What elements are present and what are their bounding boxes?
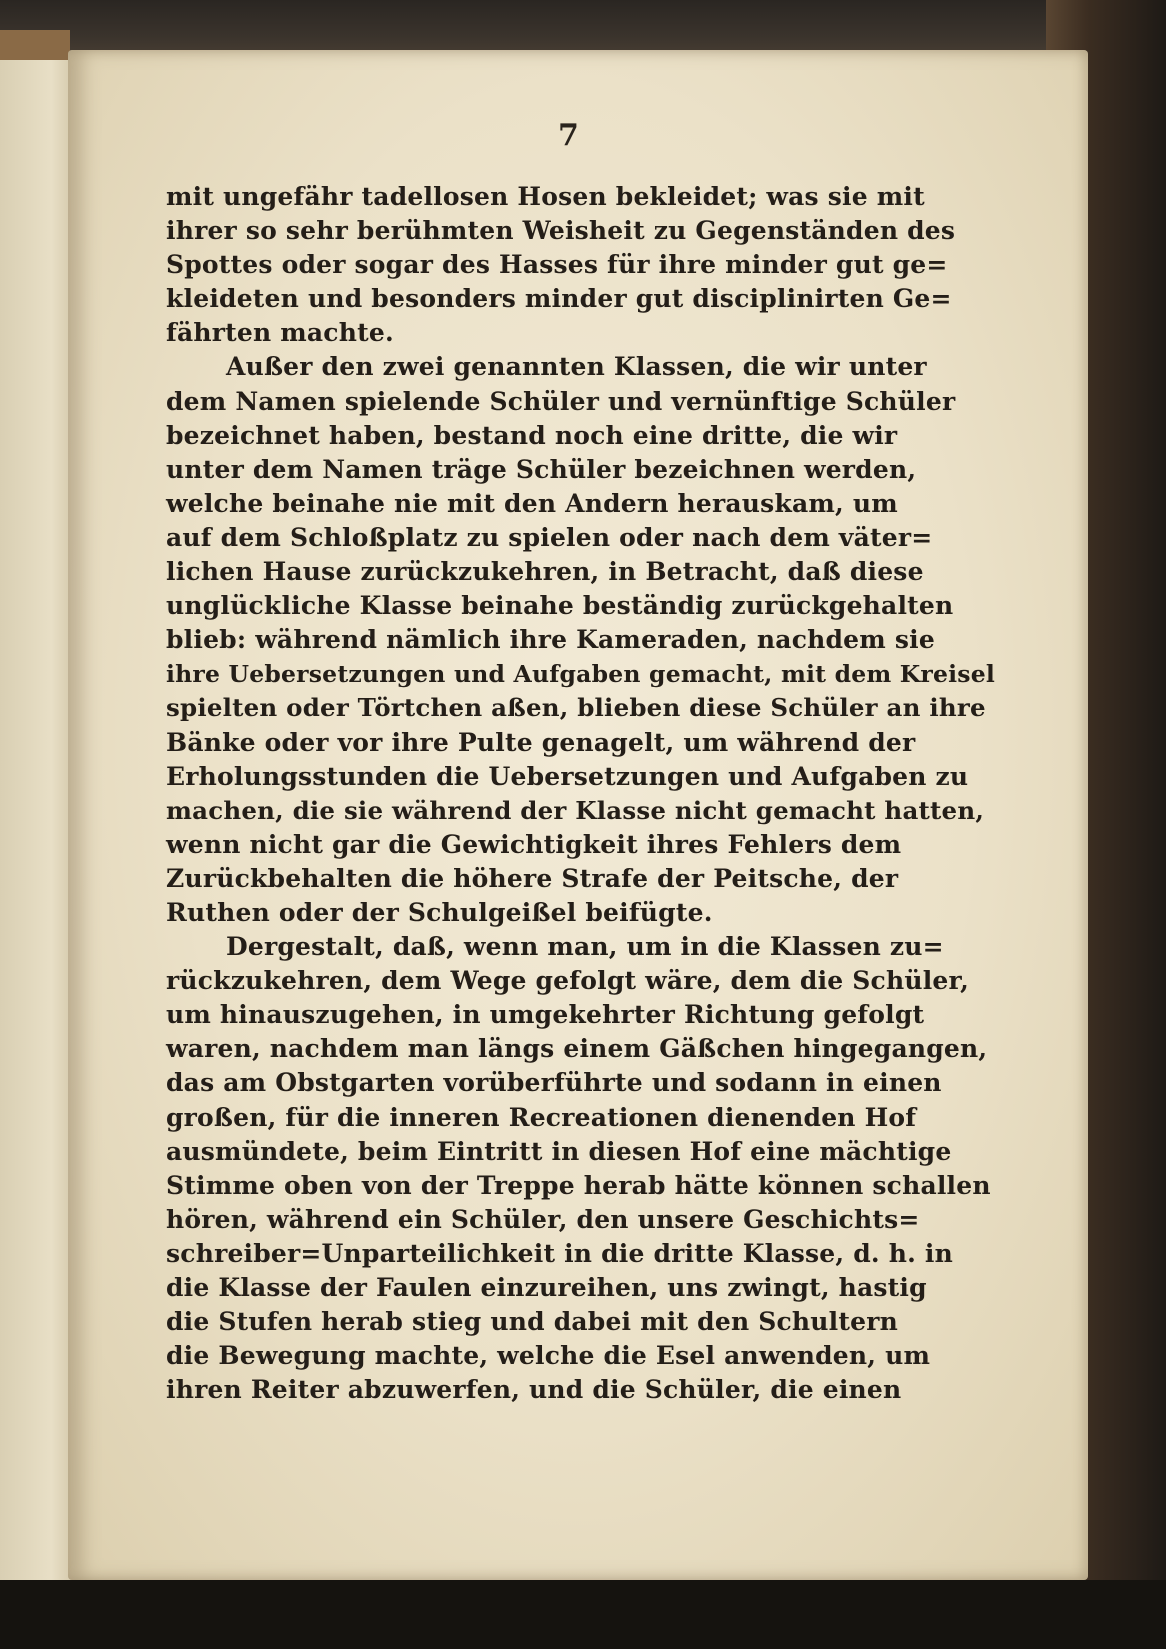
text-line: Stimme oben von der Treppe herab hätte können schallen: [166, 1170, 991, 1200]
text-line: die Stufen herab stieg und dabei mit den Schultern: [166, 1307, 898, 1337]
text-line: Außer den zwei genannten Klassen, die wir unter: [226, 352, 927, 382]
text-line: lichen Hause zurückzukehren, in Betracht, daß diese: [166, 557, 924, 587]
text-line: um hinauszugehen, in umgekehrter Richtung gefolgt: [166, 1000, 925, 1030]
text-line: ausmündete, beim Eintritt in diesen Hof eine mächtige: [166, 1136, 952, 1166]
text-line: Zurückbehalten die höhere Strafe der Peitsche, der: [166, 863, 899, 893]
text-line: hören, während ein Schüler, den unsere Geschichts=: [166, 1204, 920, 1234]
text-line: ihre Uebersetzungen und Aufgaben gemacht, mit dem Kreisel: [166, 660, 996, 689]
text-line: rückzukehren, dem Wege gefolgt wäre, dem die Schüler,: [166, 966, 969, 996]
text-line: auf dem Schloßplatz zu spielen oder nach dem väter=: [166, 522, 933, 552]
text-line: schreiber=Unparteilichkeit in die dritte Klasse, d. h. in: [166, 1238, 953, 1268]
page-number: 7: [558, 118, 579, 153]
text-line: wenn nicht gar die Gewichtigkeit ihres Fehlers dem: [166, 829, 902, 859]
text-line: Bänke oder vor ihre Pulte genagelt, um während der: [166, 727, 916, 757]
text-line: die Bewegung machte, welche die Esel anwenden, um: [166, 1341, 931, 1371]
text-line: machen, die sie während der Klasse nicht gemacht hatten,: [166, 795, 985, 825]
text-line: das am Obstgarten vorüberführte und sodann in einen: [166, 1068, 942, 1098]
text-line: Spottes oder sogar des Hasses für ihre minder gut ge=: [166, 250, 948, 280]
text-line: waren, nachdem man längs einem Gäßchen hingegangen,: [166, 1034, 988, 1064]
text-line: ihren Reiter abzuwerfen, und die Schüler, die einen: [166, 1375, 902, 1405]
text-line: unglückliche Klasse beinahe beständig zurückgehalten: [166, 591, 954, 621]
text-line: welche beinahe nie mit den Andern herauskam, um: [166, 488, 898, 518]
text-line: bezeichnet haben, bestand noch eine dritte, die wir: [166, 420, 898, 450]
text-line: Erholungsstunden die Uebersetzungen und Aufgaben zu: [166, 761, 969, 791]
text-line: blieb: während nämlich ihre Kameraden, nachdem sie: [166, 625, 935, 655]
text-line: ihrer so sehr berühmten Weisheit zu Gegenständen des: [166, 216, 956, 246]
text-line: Dergestalt, daß, wenn man, um in die Klassen zu=: [226, 932, 944, 962]
page-text-block: [166, 180, 996, 1407]
text-line: großen, für die inneren Recreationen dienenden Hof: [166, 1102, 917, 1132]
text-line: Ruthen oder der Schulgeißel beifügte.: [166, 897, 713, 927]
text-line: dem Namen spielende Schüler und vernünftige Schüler: [166, 386, 956, 416]
scan-background-bottom: [0, 1580, 1166, 1649]
text-line: mit ungefähr tadellosen Hosen bekleidet; was sie mit: [166, 182, 925, 211]
text-line: spielten oder Törtchen aßen, blieben diese Schüler an ihre: [166, 693, 986, 723]
text-line: die Klasse der Faulen einzureihen, uns zwingt, hastig: [166, 1273, 927, 1302]
text-line: fährten machte.: [166, 318, 394, 348]
book-cover-corner: [0, 30, 70, 60]
text-line: unter dem Namen träge Schüler bezeichnen werden,: [166, 454, 917, 484]
text-line: kleideten und besonders minder gut disciplinirten Ge=: [166, 284, 952, 314]
